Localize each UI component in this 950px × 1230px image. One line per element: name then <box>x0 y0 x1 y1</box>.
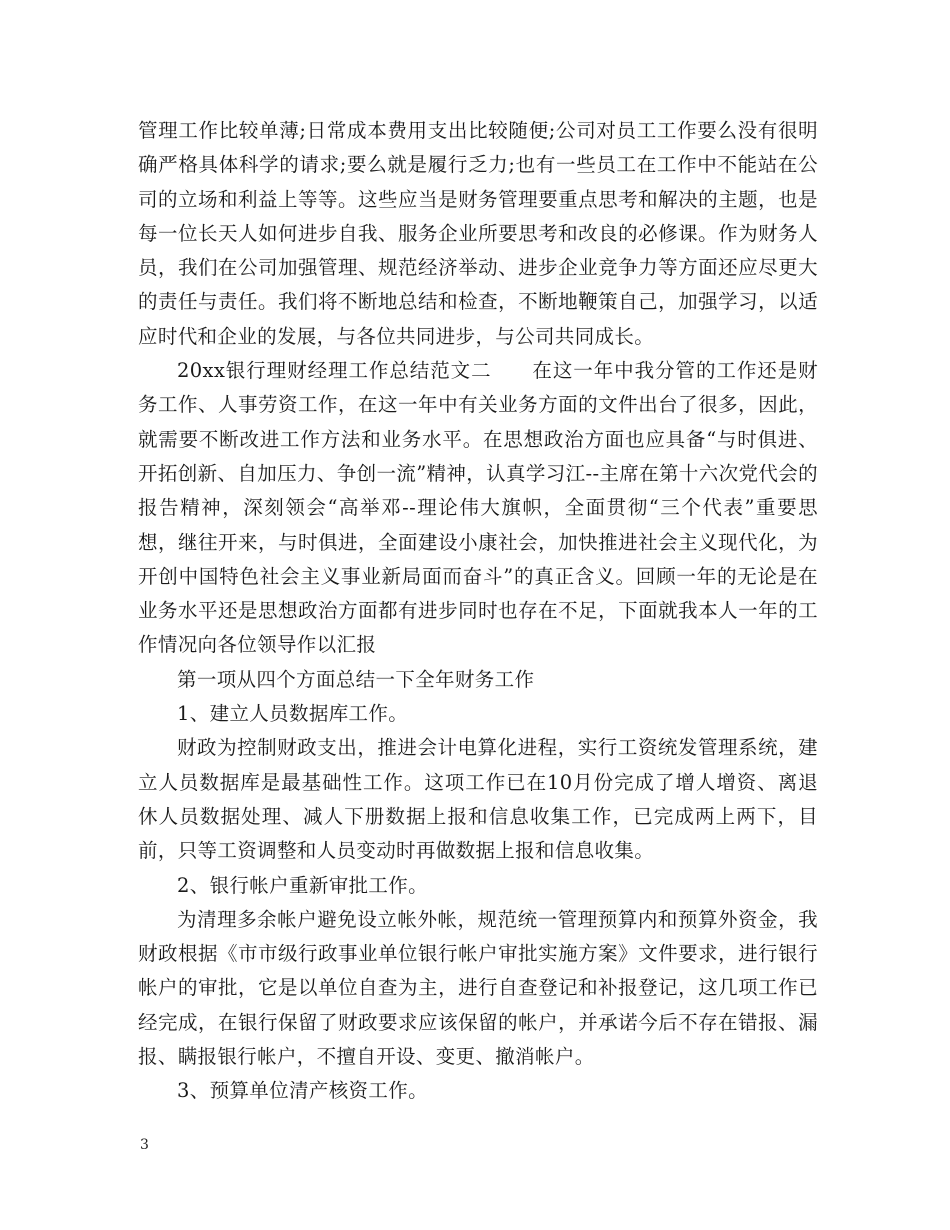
subsection-heading: 2、银行帐户重新审批工作。 <box>177 873 428 897</box>
paragraph: 为清理多余帐户避免设立帐外帐，规范统一管理预算内和预算外资金，我财政根据《市市级行政事业单位银行帐户审批实施方案》文件要求，进行银行帐户的审批，它是以单位自查为主，进行自查登记和补报登记，这几项工作已经完成，在银行保留了财政要求应该保留的帐户，并承诺今后不存在错报、漏报、瞒报银行帐户，不擅自开设、变更、撤消帐户。 <box>138 907 818 1069</box>
section-heading: 第一项从四个方面总结一下全年财务工作 <box>177 667 535 691</box>
paragraph: 20xx银行理财经理工作总结范文二 在这一年中我分管的工作还是财务工作、人事劳资工作，在这一年中有关业务方面的文件出台了很多，因此，就需要不断改进工作方法和业务水平。在思想政治方面也应具备“与时俱进、开拓创新、自加压力、争创一流”精神，认真学习江--主席在第十六次党代会的报告精神，深刻领会“高举邓--理论伟大旗帜，全面贯彻“三个代表”重要思想，继往开来，与时俱进，全面建设小康社会，加快推进社会主义现代化，为开创中国特色社会主义事业新局面而奋斗”的真正含义。回顾一年的无论是在业务水平还是思想政治方面都有进步同时也存在不足，下面就我本人一年的工作情况向各位领导作以汇报 <box>138 359 818 657</box>
subsection-heading: 1、建立人员数据库工作。 <box>177 702 409 726</box>
document-body <box>138 114 818 1109</box>
page-number: 3 <box>140 1137 149 1153</box>
subsection-heading: 3、预算单位清产核资工作。 <box>177 1079 428 1103</box>
paragraph: 财政为控制财政支出，推进会计电算化进程，实行工资统发管理系统，建立人员数据库是最基础性工作。这项工作已在10月份完成了增人增资、离退休人员数据处理、减人下册数据上报和信息收集工作，已完成两上两下，目前，只等工资调整和人员变动时再做数据上报和信息收集。 <box>138 736 818 863</box>
paragraph: 管理工作比较单薄;日常成本费用支出比较随便;公司对员工工作要么没有很明确严格具体科学的请求;要么就是履行乏力;也有一些员工在工作中不能站在公司的立场和利益上等等。这些应当是财务管理要重点思考和解决的主题，也是每一位长天人如何进步自我、服务企业所要思考和改良的必修课。作为财务人员，我们在公司加强管理、规范经济举动、进步企业竞争力等方面还应尽更大的责任与责任。我们将不断地总结和检查，不断地鞭策自己，加强学习，以适应时代和企业的发展，与各位共同进步，与公司共同成长。 <box>138 119 818 348</box>
